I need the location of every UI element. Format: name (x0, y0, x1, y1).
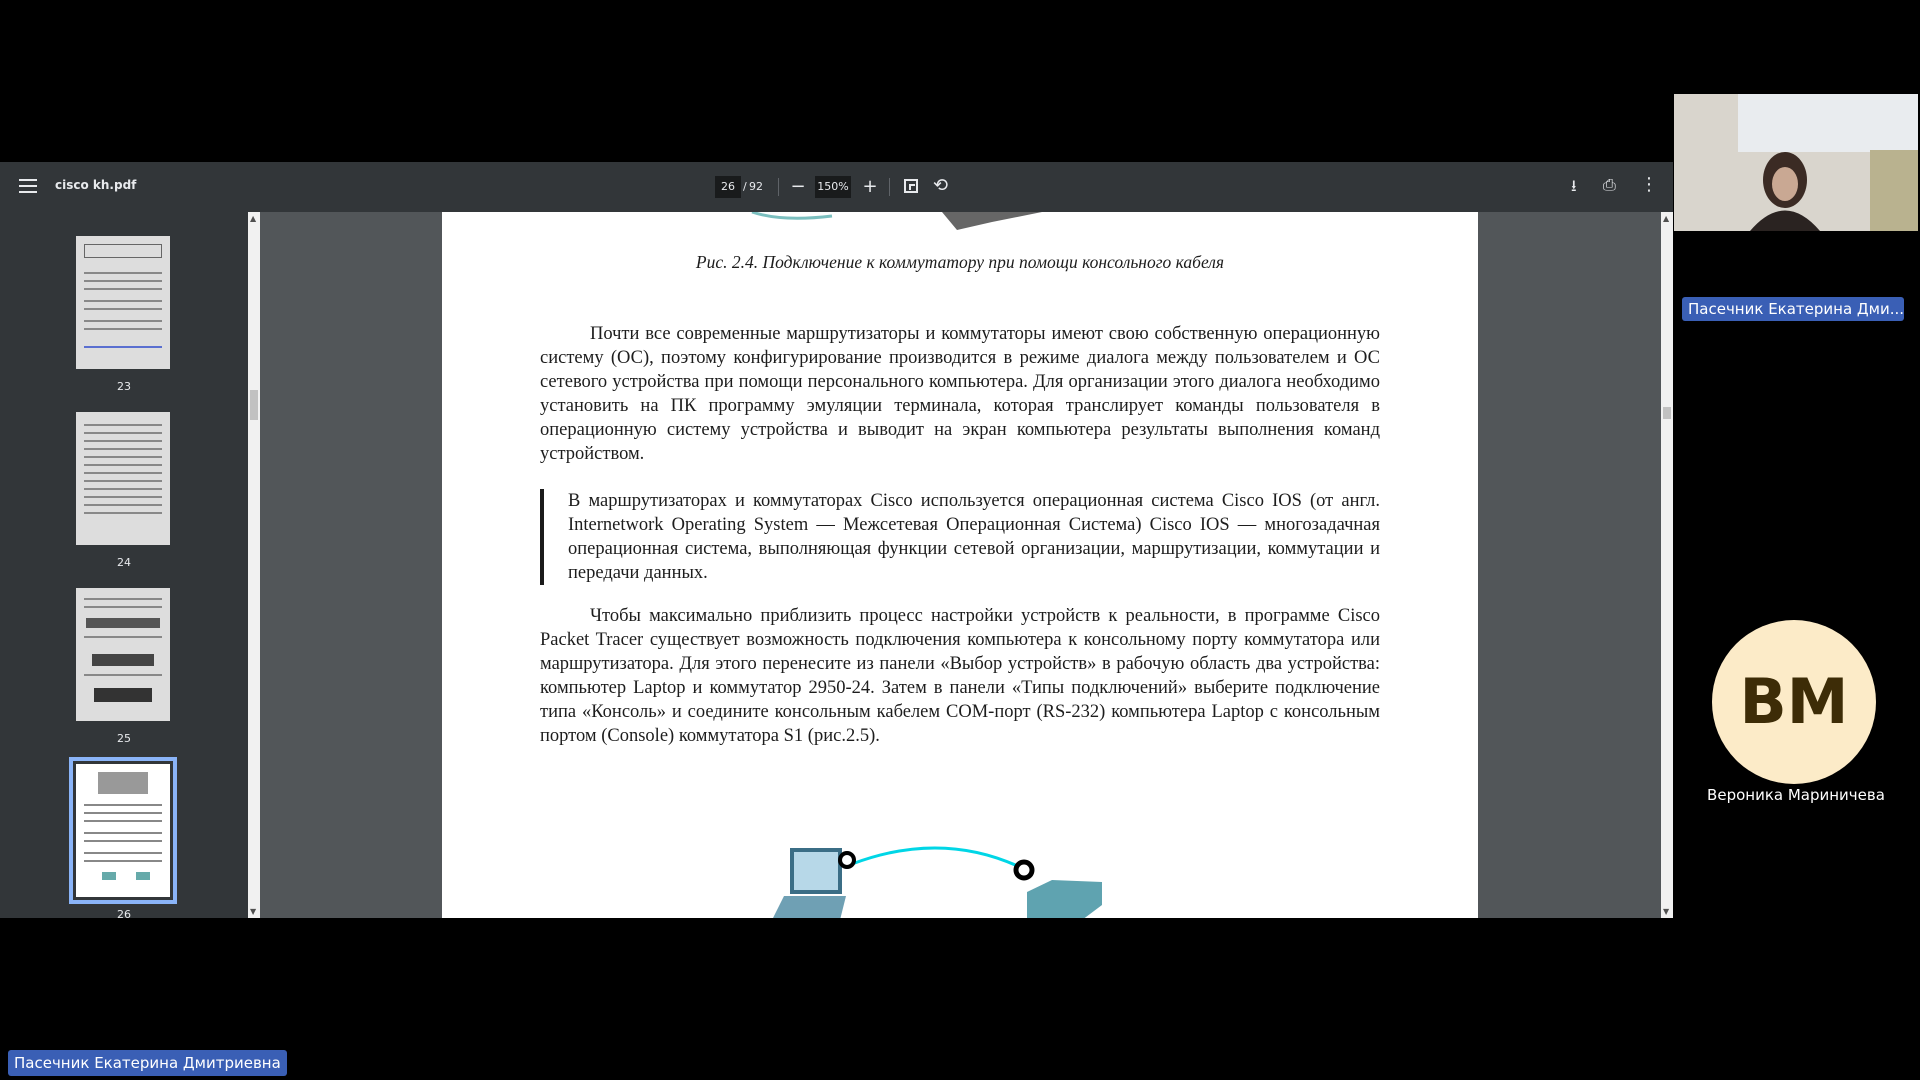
figure-2-5-top (762, 830, 1182, 918)
thumbnail-sidebar (0, 212, 248, 918)
thumbnail-label: 26 (117, 908, 131, 918)
laptop-screen (792, 850, 840, 892)
thumbnail-text-line (84, 456, 162, 458)
thumbnail-page-26[interactable] (76, 764, 170, 897)
thumbnail-text-line (84, 804, 162, 806)
thumbnail-device-image (86, 618, 160, 628)
speaker-video (1674, 94, 1918, 231)
thumbnail-text-line (84, 448, 162, 450)
thumbnail-text-line (84, 272, 162, 274)
scroll-down-arrow[interactable]: ▼ (250, 907, 257, 916)
scroll-up-arrow[interactable]: ▲ (250, 214, 257, 223)
download-icon[interactable]: ⭳ (1571, 176, 1577, 195)
shared-screen (0, 162, 1673, 918)
participant-avatar: ВМ (1712, 620, 1876, 784)
thumbnail-text-line (84, 440, 162, 442)
laptop-com-port (840, 853, 854, 867)
whiteboard (1738, 94, 1918, 152)
rotate-icon[interactable]: ⟲ (933, 175, 949, 196)
paragraph: Чтобы максимально приблизить процесс настройки устройств к реальности, в программе Cisco Packet Tracer существует возможность подключения компьютера к консольному порту коммутатора или маршрутизатора. Для этого перенесите из панели «Выбор устройств» в рабочую область два устройства: компьютер Laptop и коммутатор 2950-24. Затем в панели «Типы подключений» выберите подключение типа «Консоль» и соедините консольным кабелем COM-порт (RS-232) компьютера Laptop с консольным портом (Console) коммутатора S1 (рис.2.5). (540, 606, 1380, 746)
sidebar-scrollbar[interactable] (248, 212, 260, 918)
thumbnail-text-line (84, 840, 162, 842)
document-scrollbar[interactable] (1661, 212, 1673, 918)
thumbnail-text-line (84, 860, 162, 862)
thumbnail-text-line (84, 432, 162, 434)
thumbnail-text-line (84, 832, 162, 834)
thumbnail-text-line (84, 820, 162, 822)
thumbnail-figure (98, 772, 148, 794)
document-viewer (260, 212, 1661, 918)
thumbnail-text-line (84, 328, 162, 330)
thumbnail-label: 23 (117, 380, 131, 393)
thumbnail-text-line (84, 472, 162, 474)
scroll-up-arrow[interactable]: ▲ (1663, 214, 1670, 223)
thumbnail-text-line (84, 488, 162, 490)
cable-segment (752, 212, 832, 218)
thumbnail-text-line (84, 288, 162, 290)
thumbnail-text-line (84, 300, 162, 302)
person-face (1772, 167, 1798, 201)
pdf-toolbar (0, 162, 1673, 212)
sidebar-scroll-thumb[interactable] (250, 390, 258, 420)
participant-name: Вероника Мариничева (1707, 786, 1885, 804)
page-total: 92 (749, 180, 763, 193)
thumbnail-laptop (102, 872, 116, 880)
thumbnail-text-line (84, 280, 162, 282)
thumbnail-text-line (84, 636, 162, 638)
document-scroll-thumb[interactable] (1663, 407, 1671, 419)
thumbnail-text-line (84, 480, 162, 482)
speaker-name-tag: Пасечник Екатерина Дми... (1682, 297, 1904, 321)
toolbar-divider (778, 178, 779, 196)
thumbnail-text-line (84, 496, 162, 498)
thumbnail-text-line (84, 606, 162, 608)
thumbnail-page-23[interactable] (76, 236, 170, 369)
page-separator: / (743, 180, 747, 193)
thumbnail-text-line (84, 504, 162, 506)
toolbar-divider (889, 178, 890, 196)
thumbnail-text-line (84, 812, 162, 814)
file-title: cisco kh.pdf (55, 178, 137, 192)
thumbnail-device-image (92, 654, 154, 666)
figure-caption: Рис. 2.4. Подключение к коммутатору при помощи консольного кабеля (695, 252, 1225, 272)
menu-icon[interactable] (16, 175, 40, 199)
pdf-page (442, 212, 1478, 918)
scroll-down-arrow[interactable]: ▼ (1663, 907, 1670, 916)
thumbnail-text-line (84, 308, 162, 310)
note-block: В маршрутизаторах и коммутаторах Cisco используется операционная система Cisco IOS (от англ. Internetwork Operating System — Межсетевая Операционная Система) Cisco IOS — многозадачная операционная система, выполняющая функции сетевой организации, маршрутизации, коммутации и передачи данных. (540, 489, 1380, 585)
print-icon[interactable]: ⎙ (1603, 175, 1616, 194)
page-number-input[interactable]: 26 (715, 176, 741, 198)
thumbnail-text-line (84, 320, 162, 322)
thumbnail-page-24[interactable] (76, 412, 170, 545)
more-options-icon[interactable]: ⋮ (1640, 174, 1658, 195)
thumbnail-text-line (84, 852, 162, 854)
video-frame (1674, 94, 1918, 231)
figure-2-4-bottom-edge (742, 212, 1042, 232)
paragraph: Почти все современные маршрутизаторы и коммутаторы имеют свою собственную операционную систему (ОС), поэтому конфигурирование производится в режиме диалога между пользователем и ОС сетевого устройства при помощи персонального компьютера. Для организации этого диалога необходимо установить на ПК программу эмуляции терминала, которая транслирует команды пользователя в операционную систему устройства и выводит на экран компьютера результаты выполнения команд устройством. (540, 324, 1380, 464)
shelf (1870, 150, 1918, 231)
device-edge (942, 212, 1042, 230)
thumbnail-table (84, 244, 162, 258)
switch-body (1027, 880, 1102, 918)
laptop-base (772, 896, 846, 918)
thumbnail-switch (136, 872, 150, 880)
zoom-in-button[interactable]: + (862, 176, 878, 197)
zoom-out-button[interactable]: − (790, 176, 806, 197)
console-cable (852, 848, 1022, 868)
fit-page-icon[interactable] (904, 179, 918, 193)
zoom-level-input[interactable]: 150% (815, 176, 851, 198)
thumbnail-text-line (84, 424, 162, 426)
thumbnail-text-line (84, 464, 162, 466)
presenter-name-tag: Пасечник Екатерина Дмитриевна (8, 1050, 287, 1076)
thumbnail-text-line (84, 512, 162, 514)
thumbnail-page-25[interactable] (76, 588, 170, 721)
thumbnail-device-image (94, 688, 152, 702)
thumbnail-label: 24 (117, 556, 131, 569)
switch-console-port (1016, 862, 1032, 878)
thumbnail-text-line (84, 598, 162, 600)
thumbnail-link-line (84, 346, 162, 348)
thumbnail-label: 25 (117, 732, 131, 745)
thumbnail-text-line (84, 674, 162, 676)
